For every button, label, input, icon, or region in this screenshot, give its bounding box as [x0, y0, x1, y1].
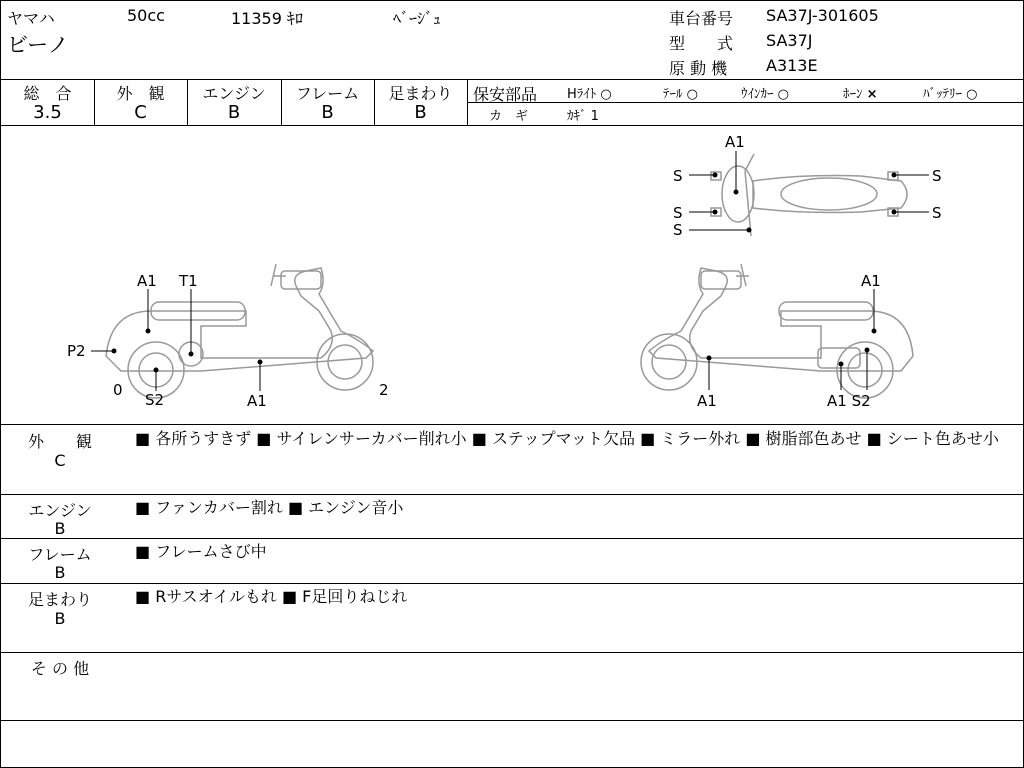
safety-item-horn: ﾎｰﾝ × [843, 87, 878, 102]
grade-total-value: 3.5 [33, 102, 62, 123]
section-exterior-title: 外 観 [27, 432, 92, 451]
chassis-label: 車台番号 [669, 9, 734, 28]
section-engine-grade: B [54, 519, 66, 538]
safety-item-battery: ﾊﾞｯﾃﾘｰ ○ [923, 87, 978, 102]
label-right-a1-bottom: A1 [697, 392, 717, 410]
section-suspension-title: 足まわり [27, 590, 92, 609]
key-value: ｶｷﾞ 1 [567, 109, 599, 124]
label-top-s4: S [932, 167, 942, 185]
displacement: 50cc [127, 6, 165, 25]
section-suspension-grade: B [54, 609, 66, 628]
section-other-title: そ の 他 [30, 659, 90, 678]
divider [1, 79, 1023, 80]
grade-total-label: 総 合 [23, 84, 72, 103]
mileage: 11359 ｷﾛ [231, 9, 303, 28]
section-frame-text: ■ フレームさび中 [135, 542, 267, 561]
grade-suspension-value: B [414, 102, 427, 123]
safety-item-headlight: Hﾗｲﾄ ○ [567, 87, 612, 102]
label-right-a1s2: A1 S2 [827, 392, 871, 410]
section-frame-title: フレーム [28, 545, 92, 564]
label-top-s5: S [932, 204, 942, 222]
grade-suspension-label: 足まわり [388, 84, 453, 103]
grade-frame-value: B [321, 102, 334, 123]
label-left-a1-bottom: A1 [247, 392, 267, 410]
section-engine-text: ■ ファンカバー割れ ■ エンジン音小 [135, 498, 404, 517]
maker: ヤマハ [7, 9, 55, 28]
color: ﾍﾞｰｼﾞｭ [393, 9, 442, 28]
label-left-p2: P2 [67, 342, 86, 360]
label-top-s1: S [673, 167, 683, 185]
type-label: 型 式 [669, 34, 734, 53]
safety-item-tail: ﾃｰﾙ ○ [663, 87, 698, 102]
section-frame-grade: B [54, 563, 66, 582]
grade-frame-label: フレーム [295, 84, 360, 103]
grade-exterior-label: 外 観 [116, 84, 165, 103]
label-top-s3: S [673, 221, 683, 239]
section-engine-title: エンジン [28, 501, 92, 520]
label-right-a1: A1 [861, 272, 881, 290]
section-exterior-grade: C [54, 451, 66, 470]
safety-item-winker: ｳｲﾝｶｰ ○ [741, 87, 789, 102]
grade-engine-value: B [227, 102, 241, 123]
section-exterior-text: ■ 各所うすきず ■ サイレンサーカバー削れ小 ■ ステップマット欠品 ■ ミラー外れ ■ 樹脂部色あせ ■ シート色あせ小 [135, 429, 999, 448]
grade-exterior-value: C [134, 102, 147, 123]
key-label: カ ギ [489, 109, 529, 124]
section-suspension-text: ■ Rサスオイルもれ ■ F足回りねじれ [135, 587, 408, 606]
model-name: ビーノ [7, 33, 69, 57]
engine-label: 原 動 機 [669, 59, 728, 78]
label-left-s2: S2 [145, 391, 165, 409]
type-value: SA37J [766, 31, 813, 50]
label-top-s2: S [673, 204, 683, 222]
label-left-two: 2 [379, 381, 389, 399]
label-left-t1: T1 [179, 272, 198, 290]
chassis-value: SA37J-301605 [766, 6, 879, 25]
engine-value: A313E [766, 56, 818, 75]
label-left-zero: 0 [113, 381, 123, 399]
safety-label: 保安部品 [473, 85, 538, 104]
label-left-a1: A1 [137, 272, 157, 290]
grade-engine-label: エンジン [202, 84, 266, 103]
scooter-top-view [711, 154, 907, 236]
label-top-a1: A1 [725, 133, 745, 151]
